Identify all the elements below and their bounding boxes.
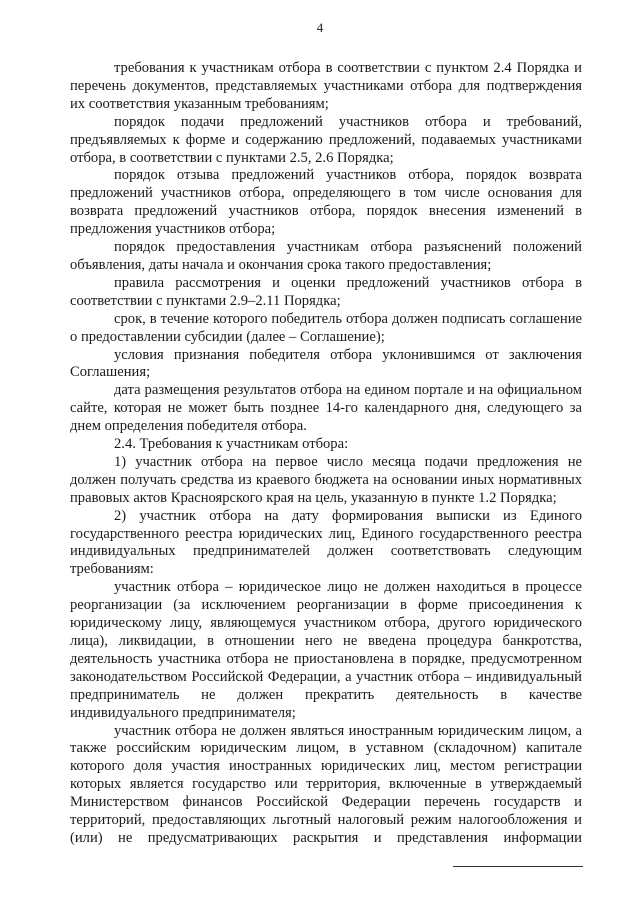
paragraph-item-2: 2) участник отбора на дату формирования выписки из Единого государственного реестра юридических лиц, Единого государственного реестра индивидуальных предпринимателей должен соответствовать следующим требованиям:	[70, 507, 582, 578]
section-heading-2-4: 2.4. Требования к участникам отбора:	[114, 436, 349, 453]
page-number: 4	[316, 20, 324, 35]
paragraph-foreign-entity: участник отбора не должен являться иностранным юридическим лицом, а также российским юридическим лицом, в уставном (складочном) капитале которого доля участия иностранных юридических лиц, местом регистрации которых является государство или территория, включенные в утверждаемый Министерством финансов Российской Федерации перечень государств и территорий, предоставляющих льготный налоговый режим налогообложения и (или) не предусматривающих раскрытия и представления информации	[70, 722, 582, 846]
paragraph-withdrawal-order: порядок отзыва предложений участников отбора, порядок возврата предложений участников отбора, определяющего в том числе основания для возврата предложений участников отбора, порядок внесения изменений в предложения участников отбора;	[70, 167, 582, 238]
paragraph-item-1: 1) участник отбора на первое число месяца подачи предложения не должен получать средства из краевого бюджета на основании иных нормативных правовых актов Красноярского края на цель, указанную в пункте 1.2 Порядка;	[70, 453, 582, 506]
paragraph-evasion-conditions: условия признания победителя отбора уклонившимся от заключения Соглашения;	[70, 346, 582, 381]
document-body	[70, 60, 582, 848]
paragraph-submission-order: порядок подачи предложений участников отбора и требований, предъявляемых к форме и содержанию предложений, подаваемых участниками отбора, в соответствии с пунктами 2.5, 2.6 Порядка;	[70, 113, 582, 166]
paragraph-signing-deadline: срок, в течение которого победитель отбора должен подписать соглашение о предоставлении субсидии (далее – Соглашение);	[70, 310, 582, 345]
footer-rule	[453, 866, 583, 867]
paragraph-clarifications: порядок предоставления участникам отбора разъяснений положений объявления, даты начала и окончания срока такого предоставления;	[70, 239, 582, 273]
paragraph-legal-entity: участник отбора – юридическое лицо не должен находиться в процессе реорганизации (за исключением реорганизации в форме присоединения к юридическому лицу, являющемуся участником отбора, другого юридического лица), ликвидации, в отношении него не введена процедура банкротства, деятельность участника отбора не приостановлена в порядке, предусмотренном законодательством Российской Федерации, а участник отбора – индивидуальный предприниматель не должен прекратить деятельность в качестве индивидуального предпринимателя;	[70, 579, 582, 721]
paragraph-results-date: дата размещения результатов отбора на едином портале и на официальном сайте, которая не может быть позднее 14-го календарного дня, следующего за днем определения победителя отбора.	[70, 382, 582, 435]
paragraph-evaluation-rules: правила рассмотрения и оценки предложений участников отбора в соответствии с пунктами 2.9–2.11 Порядка;	[70, 274, 582, 309]
paragraph-requirements-list: требования к участникам отбора в соответствии с пунктом 2.4 Порядка и перечень документов, представляемых участниками отбора для подтверждения их соответствия указанным требованиям;	[70, 60, 582, 112]
